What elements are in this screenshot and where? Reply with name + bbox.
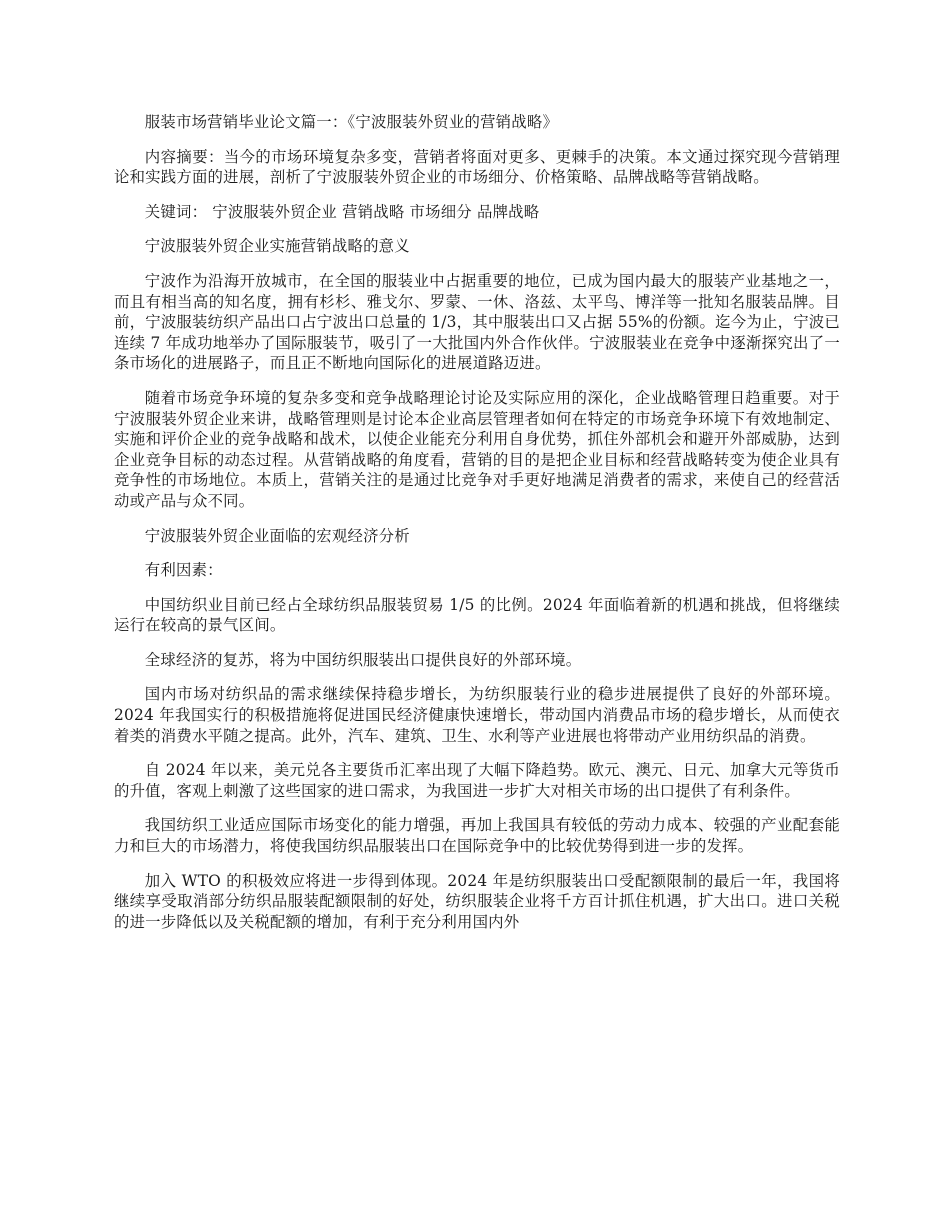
section-heading-macro-analysis: 宁波服装外贸企业面临的宏观经济分析 (144, 526, 410, 545)
body-paragraph: 国内市场对纺织品的需求继续保持稳步增长，为纺织服装行业的稳步进展提供了良好的外部环境。2024 年我国实行的积极措施将促进国民经济健康快速增长，带动国内消费品市场的稳步增长，从而使衣着类的消费水平随之提高。此外，汽车、建筑、卫生、水利等产业进展也将带动产业用纺织品的消费。 (114, 685, 840, 745)
subheading-favorable-factors: 有利因素： (144, 561, 223, 580)
body-paragraph: 全球经济的复苏，将为中国纺织服装出口提供良好的外部环境。 (144, 650, 582, 669)
body-paragraph: 自 2024 年以来，美元兑各主要货币汇率出现了大幅下降趋势。欧元、澳元、日元、加拿大元等货币的升值，客观上刺激了这些国家的进口需求，为我国进一步扩大对相关市场的出口提供了有利条件。 (114, 761, 840, 800)
section-heading-significance: 宁波服装外贸企业实施营销战略的意义 (144, 237, 410, 256)
abstract-paragraph: 内容摘要：当今的市场环境复杂多变，营销者将面对更多、更棘手的决策。本文通过探究现今营销理论和实践方面的进展，剖析了宁波服装外贸企业的市场细分、价格策略、品牌战略等营销战略。 (114, 147, 840, 187)
body-paragraph: 中国纺织业目前已经占全球纺织品服装贸易 1/5 的比例。2024 年面临着新的机遇和挑战，但将继续运行在较高的景气区间。 (114, 595, 840, 635)
article-title: 服装市场营销毕业论文篇一：《宁波服装外贸业的营销战略》 (144, 113, 559, 131)
body-paragraph: 加入 WTO 的积极效应将进一步得到体现。2024 年是纺织服装出口受配额限制的最后一年，我国将继续享受取消部分纺织品服装配额限制的好处，纺织服装企业将千方百计抓住机遇，扩大出口。进口关税的进一步降低以及关税配额的增加，有利于充分利用国内外 (114, 871, 840, 931)
keywords-paragraph: 关键词： 宁波服装外贸企业 营销战略 市场细分 品牌战略 (144, 202, 540, 221)
body-paragraph: 我国纺织工业适应国际市场变化的能力增强，再加上我国具有较低的劳动力成本、较强的产业配套能力和巨大的市场潜力，将使我国纺织品服装出口在国际竞争中的比较优势得到进一步的发挥。 (114, 816, 840, 856)
document-page (114, 112, 840, 946)
body-paragraph: 宁波作为沿海开放城市，在全国的服装业中占据重要的地位，已成为国内最大的服装产业基地之一，而且有相当高的知名度，拥有杉杉、雅戈尔、罗蒙、一休、洛兹、太平鸟、博洋等一批知名服装品牌。目前，宁波服装纺织产品出口占宁波出口总量的 1/3，其中服装出口又占据 55%的份额。迄今为止，宁波已连续 7 年成功地举办了国际服装节，吸引了一大批国内外合作伙伴。宁波服装业在竞争中逐渐探究出了一条市场化的进展路子，而且正不断地向国际化的进展道路迈进。 (114, 271, 840, 373)
body-paragraph: 随着市场竞争环境的复杂多变和竞争战略理论讨论及实际应用的深化，企业战略管理日趋重要。对于宁波服装外贸企业来讲，战略管理则是讨论本企业高层管理者如何在特定的市场竞争环境下有效地制定、实施和评价企业的竞争战略和战术，以使企业能充分利用自身优势，抓住外部机会和避开外部威胁，达到企业竞争目标的动态过程。从营销战略的角度看，营销的目的是把企业目标和经营战略转变为使企业具有竞争性的市场地位。本质上，营销关注的是通过比竞争对手更好地满足消费者的需求，来使自己的经营活动或产品与众不同。 (114, 388, 840, 510)
